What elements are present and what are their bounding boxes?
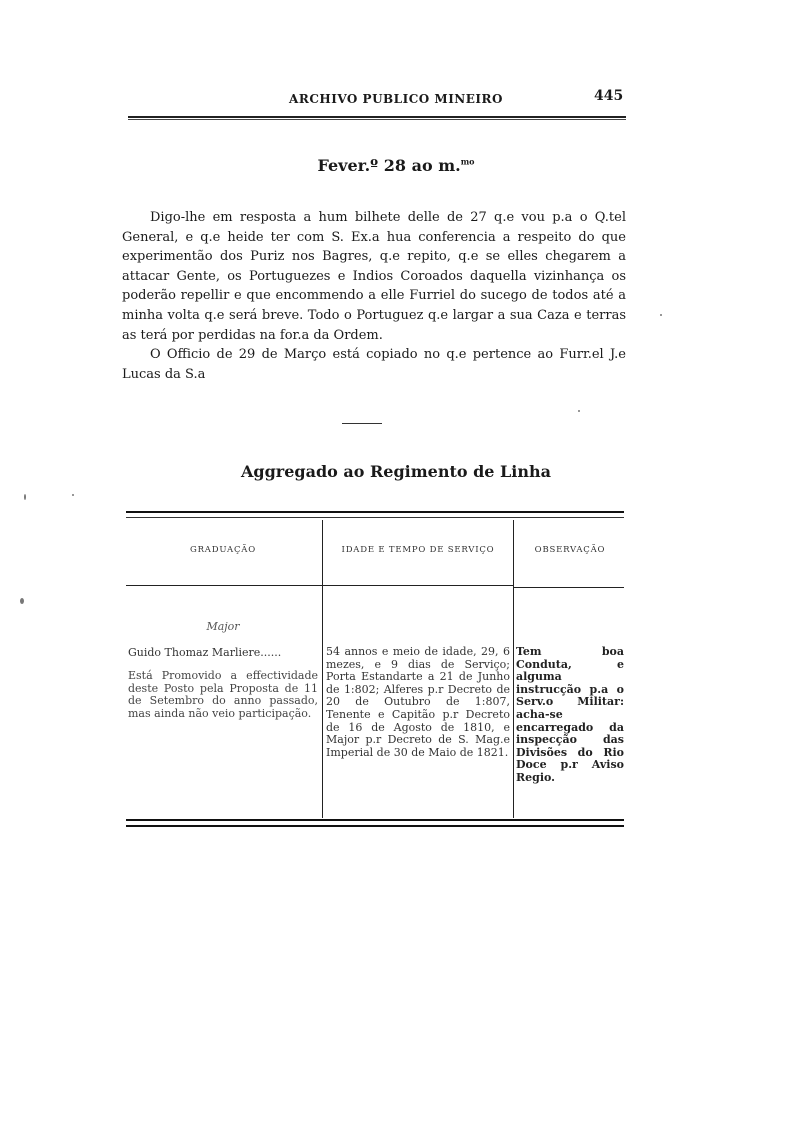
page-number: 445 <box>594 88 624 104</box>
letter-body <box>122 208 626 384</box>
table-title: Aggregado ao Regimento de Linha <box>240 462 551 481</box>
header-rule <box>128 116 626 120</box>
column-header-service: IDADE E TEMPO DE SERVIÇO <box>341 545 495 555</box>
service-record: 54 annos e meio de idade, 29, 6 mezes, e 9 dias de Serviço; Porta Estandarte a 21 de Junho de 1:802; Alferes p.r Decreto de 20 de Outubro de 1:807, Tenente e Capitão p.r Decreto de 16 de Agosto de 1810, e Major p.r Decreto de S. Mag.e Imperial de 30 de Maio de 1821. <box>326 645 510 759</box>
header-separator-2 <box>323 585 513 586</box>
section-heading-superscript: mo <box>460 156 475 167</box>
graduation-note: Está Promovido a effectividade deste Posto pela Proposta de 11 de Setembro do anno passado, mas ainda não veio participação. <box>128 669 318 720</box>
table-top-rule <box>126 511 624 518</box>
column-header-graduation: GRADUAÇÃO <box>190 545 256 555</box>
section-divider <box>342 423 382 424</box>
letter-paragraph-2: O Officio de 29 de Março está copiado no q.e pertence ao Furr.el J.e Lucas da S.a <box>122 347 626 382</box>
column-header-observation: OBSERVAÇÃO <box>534 545 606 555</box>
officer-name: Guido Thomaz Marliere...... <box>128 646 282 659</box>
observation-note: Tem boa Conduta, e alguma instrucção p.a o Serv.o Militar: acha-se encarregado da inspecção das Divisões do Rio Doce p.r Aviso Regio. <box>516 645 624 784</box>
section-heading-main: Fever.º 28 ao m. <box>317 156 461 175</box>
table-bottom-rule <box>126 819 624 827</box>
rank-label: Major <box>206 620 240 633</box>
scan-speck <box>578 410 580 412</box>
header-separator-3 <box>514 587 624 588</box>
scan-speck <box>72 494 74 496</box>
running-header-title: ARCHIVO PUBLICO MINEIRO <box>289 92 503 106</box>
letter-paragraph-1: Digo-lhe em resposta a hum bilhete delle de 27 q.e vou p.a o Q.tel General, e q.e heide ter com S. Ex.a hua conferencia a respeito do que experimentão dos Puriz nos Bagres, q.e repito, q.e se elles chegarem a attacar Gente, os Portuguezes e Indios Coroados daquella vizinhança os poderão repellir e que encommendo a elle Furriel do sucego de todos até a minha volta q.e será breve. Todo o Portuguez q.e largar a sua Caza e terras as terá por perdidas na for.a da Ordem. <box>122 210 626 343</box>
scan-speck <box>20 598 24 604</box>
scan-speck <box>660 314 662 316</box>
scan-speck <box>24 494 26 500</box>
column-divider-2 <box>513 520 514 818</box>
header-separator-1 <box>126 585 322 586</box>
section-heading <box>0 156 792 175</box>
column-divider-1 <box>322 520 323 818</box>
